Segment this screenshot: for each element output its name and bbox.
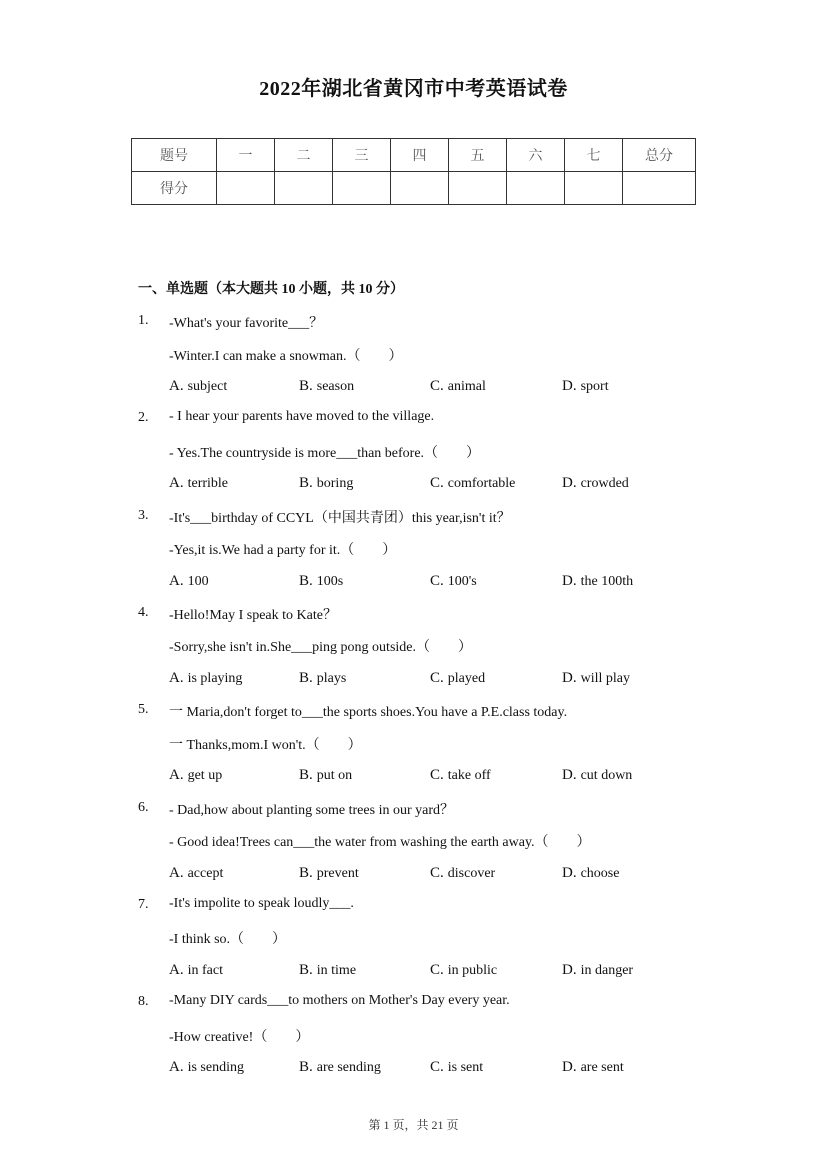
option-letter: D. (562, 1059, 577, 1076)
option-letter: D. (562, 475, 577, 492)
option-text: put on (316, 768, 353, 784)
option-letter: C. (430, 669, 444, 686)
answer-option[interactable] (562, 1058, 624, 1076)
option-text: prevent (316, 865, 359, 881)
question-text: - Dad,how about planting some trees in our yard？ (169, 802, 454, 818)
question-number: 6. (138, 799, 149, 815)
score-table-header-row (132, 139, 696, 172)
option-letter: C. (430, 767, 444, 784)
question-number: 7. (138, 896, 149, 912)
score-table-header-cell: 题号 (132, 139, 217, 172)
question-text: - Good idea!Trees can___the water from washing the earth away.（ ） (169, 835, 591, 850)
option-letter: B. (299, 572, 313, 589)
option-letter: A. (169, 864, 184, 881)
option-text: terrible (187, 476, 229, 492)
score-cell[interactable] (623, 172, 696, 205)
option-letter: A. (169, 378, 184, 394)
answer-option[interactable] (169, 864, 223, 882)
option-text: accept (187, 865, 224, 881)
option-letter: B. (299, 1059, 313, 1076)
option-text: animal (447, 379, 486, 394)
answer-option[interactable] (299, 766, 352, 784)
option-letter: C. (430, 864, 444, 881)
score-cell[interactable] (333, 172, 391, 205)
question-text: -Sorry,she isn't in.She___ping pong outside.（ ） (169, 640, 472, 656)
question-text: - I hear your parents have moved to the village. (169, 409, 435, 425)
option-text: plays (316, 670, 347, 686)
question-number: 3. (138, 507, 149, 523)
answer-option[interactable] (169, 766, 222, 784)
answer-option[interactable] (299, 669, 346, 687)
answer-option[interactable] (169, 474, 228, 492)
option-letter: C. (430, 378, 444, 394)
option-text: is sending (187, 1060, 244, 1076)
answer-option[interactable] (430, 961, 497, 979)
answer-option[interactable] (562, 474, 629, 492)
answer-option[interactable] (169, 572, 209, 590)
question-text: 一 Thanks,mom.I won't.（ ） (169, 737, 362, 753)
score-cell[interactable] (565, 172, 623, 205)
answer-option[interactable] (562, 572, 633, 590)
answer-option[interactable] (562, 377, 609, 395)
option-text: in time (316, 962, 357, 978)
option-letter: B. (299, 767, 313, 784)
option-text: are sent (580, 1060, 624, 1076)
option-letter: B. (299, 475, 313, 492)
option-letter: C. (430, 475, 444, 492)
question-text: -How creative!（ ） (169, 1029, 310, 1045)
answer-option[interactable] (562, 669, 630, 687)
option-letter: B. (299, 378, 313, 394)
answer-option[interactable] (299, 864, 359, 882)
answer-option[interactable] (430, 572, 477, 590)
option-text: boring (316, 476, 354, 492)
option-letter: D. (562, 378, 577, 394)
option-letter: C. (430, 572, 444, 589)
score-table-header-cell: 五 (449, 139, 507, 172)
answer-option[interactable] (430, 474, 515, 492)
option-text: get up (187, 768, 223, 784)
question-text: -Yes,it is.We had a party for it.（ ） (169, 543, 397, 559)
answer-option[interactable] (430, 766, 491, 784)
option-text: take off (447, 768, 491, 784)
answer-option[interactable] (169, 1058, 244, 1076)
option-text: in fact (187, 962, 223, 978)
option-letter: D. (562, 572, 577, 589)
option-text: 100 (187, 573, 209, 589)
option-letter: D. (562, 961, 577, 978)
option-letter: C. (430, 961, 444, 978)
answer-option[interactable] (299, 1058, 381, 1076)
option-text: played (447, 670, 486, 686)
score-table-header-cell: 一 (217, 139, 275, 172)
option-text: sport (580, 379, 609, 394)
option-letter: B. (299, 669, 313, 686)
question-number: 8. (138, 994, 149, 1010)
option-letter: A. (169, 961, 184, 978)
score-cell[interactable] (507, 172, 565, 205)
question-text: -It's___birthday of CCYL（中国共青团）this year,isn't it？ (169, 510, 511, 526)
answer-option[interactable] (169, 669, 242, 687)
option-letter: A. (169, 572, 184, 589)
answer-option[interactable] (299, 377, 354, 395)
score-cell[interactable] (391, 172, 449, 205)
option-letter: D. (562, 669, 577, 686)
answer-option[interactable] (169, 377, 227, 395)
option-text: is sent (447, 1060, 484, 1076)
answer-option[interactable] (299, 474, 353, 492)
score-cell[interactable] (217, 172, 275, 205)
option-letter: A. (169, 1059, 184, 1076)
option-text: is playing (187, 670, 243, 686)
score-table-header-cell: 二 (275, 139, 333, 172)
option-letter: B. (299, 864, 313, 881)
page-title: 2022年湖北省黄冈市中考英语试卷 (259, 78, 568, 100)
question-text: -What's your favorite___？ (169, 316, 324, 331)
question-number: 2. (138, 410, 149, 426)
option-text: subject (187, 379, 228, 394)
question-text: -It's impolite to speak loudly___. (169, 895, 354, 911)
option-letter: D. (562, 864, 577, 881)
option-text: in danger (580, 962, 634, 978)
answer-option[interactable] (299, 572, 343, 590)
page-footer: 第 1 页，共 21 页 (368, 1118, 459, 1132)
option-text: crowded (580, 476, 629, 492)
question-text: -Many DIY cards___to mothers on Mother's Day every year. (169, 993, 510, 1009)
score-table-header-cell: 四 (391, 139, 449, 172)
option-text: 100's (447, 573, 477, 589)
option-text: are sending (316, 1060, 381, 1076)
section-header: 一、单选题（本大题共 10 小题，共 10 分） (138, 282, 404, 297)
option-text: 100s (316, 573, 344, 589)
question-text: -Hello!May I speak to Kate？ (169, 607, 337, 623)
score-table-header-cell: 总分 (623, 139, 696, 172)
score-table-score-row (132, 172, 696, 205)
option-text: discover (447, 865, 496, 881)
option-text: the 100th (580, 573, 634, 589)
question-text: 一 Maria,don't forget to___the sports shoes.You have a P.E.class today. (169, 705, 568, 721)
score-table-header-cell: 七 (565, 139, 623, 172)
answer-option[interactable] (562, 864, 619, 882)
score-cell[interactable] (275, 172, 333, 205)
question-number: 4. (138, 604, 149, 620)
answer-option[interactable] (430, 864, 495, 882)
option-text: in public (447, 962, 498, 978)
question-text: -Winter.I can make a snowman.（ ） (169, 348, 403, 364)
score-table-row-label: 得分 (132, 172, 217, 205)
option-letter: A. (169, 767, 184, 784)
option-text: choose (580, 865, 620, 881)
question-number: 1. (138, 313, 149, 328)
option-letter: C. (430, 1059, 444, 1076)
option-text: will play (580, 670, 630, 686)
option-letter: A. (169, 669, 184, 686)
answer-option[interactable] (562, 961, 633, 979)
score-table (131, 138, 696, 205)
answer-option[interactable] (430, 669, 485, 687)
option-letter: A. (169, 475, 184, 492)
answer-option[interactable] (430, 377, 486, 395)
question-text: - Yes.The countryside is more___than before.（ ） (169, 445, 481, 461)
score-table-header-cell: 三 (333, 139, 391, 172)
option-text: comfortable (447, 476, 516, 492)
answer-option[interactable] (169, 961, 223, 979)
option-text: cut down (580, 768, 633, 784)
question-number: 5. (138, 702, 149, 718)
answer-option[interactable] (299, 961, 356, 979)
answer-option[interactable] (430, 1058, 483, 1076)
score-cell[interactable] (449, 172, 507, 205)
question-text: -I think so.（ ） (169, 932, 287, 948)
score-table-header-cell: 六 (507, 139, 565, 172)
option-letter: D. (562, 767, 577, 784)
option-text: season (316, 379, 355, 394)
answer-option[interactable] (562, 766, 632, 784)
option-letter: B. (299, 961, 313, 978)
